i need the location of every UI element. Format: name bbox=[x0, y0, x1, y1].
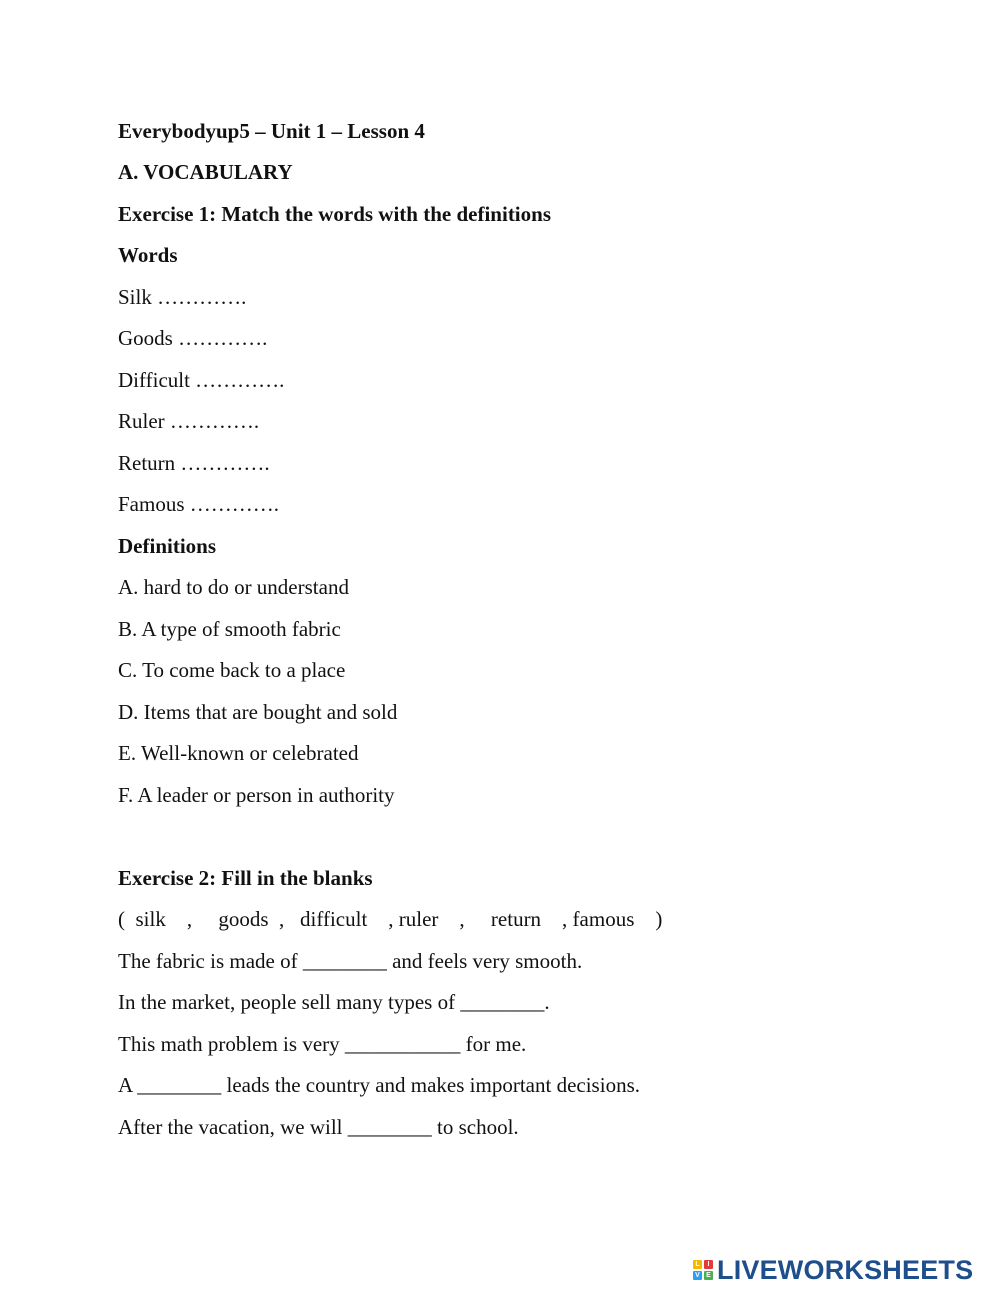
word-item-goods: Goods …………. bbox=[118, 326, 268, 350]
logo-square-e: E bbox=[704, 1271, 713, 1280]
logo-text: LIVEWORKSHEETS bbox=[717, 1255, 974, 1285]
words-heading: Words bbox=[118, 243, 178, 267]
exercise1-heading: Exercise 1: Match the words with the definitions bbox=[118, 202, 551, 226]
definitions-heading: Definitions bbox=[118, 534, 217, 558]
fill-blank-sentence-4[interactable]: A ________ leads the country and makes important decisions. bbox=[118, 1073, 640, 1097]
logo-square-v: V bbox=[693, 1271, 702, 1280]
section-heading: A. VOCABULARY bbox=[118, 160, 293, 184]
fill-blank-sentence-1[interactable]: The fabric is made of ________ and feels very smooth. bbox=[118, 949, 583, 973]
definition-item-b: B. A type of smooth fabric bbox=[118, 617, 341, 641]
logo-square-l: L bbox=[693, 1260, 702, 1269]
word-item-ruler: Ruler …………. bbox=[118, 409, 260, 433]
word-item-return: Return …………. bbox=[118, 451, 270, 475]
definition-item-a: A. hard to do or understand bbox=[118, 575, 349, 599]
page-title: Everybodyup5 – Unit 1 – Lesson 4 bbox=[118, 119, 425, 143]
word-item-silk: Silk …………. bbox=[118, 285, 247, 309]
fill-blank-sentence-5[interactable]: After the vacation, we will ________ to school. bbox=[118, 1115, 519, 1139]
liveworksheets-logo bbox=[693, 1255, 973, 1285]
word-item-difficult: Difficult …………. bbox=[118, 368, 285, 392]
fill-blank-sentence-3[interactable]: This math problem is very ___________ for me. bbox=[118, 1032, 527, 1056]
definition-item-e: E. Well-known or celebrated bbox=[118, 741, 359, 765]
definition-item-d: D. Items that are bought and sold bbox=[118, 700, 398, 724]
word-bank: ( silk , goods , difficult , ruler , return , famous ) bbox=[118, 907, 663, 931]
definition-item-f: F. A leader or person in authority bbox=[118, 783, 395, 807]
fill-blank-sentence-2[interactable]: In the market, people sell many types of ________. bbox=[118, 990, 550, 1014]
definition-item-c: C. To come back to a place bbox=[118, 658, 346, 682]
word-item-famous: Famous …………. bbox=[118, 492, 280, 516]
logo-mark-icon bbox=[693, 1260, 713, 1280]
exercise2-heading: Exercise 2: Fill in the blanks bbox=[118, 866, 373, 890]
logo-square-i: I bbox=[704, 1260, 713, 1269]
